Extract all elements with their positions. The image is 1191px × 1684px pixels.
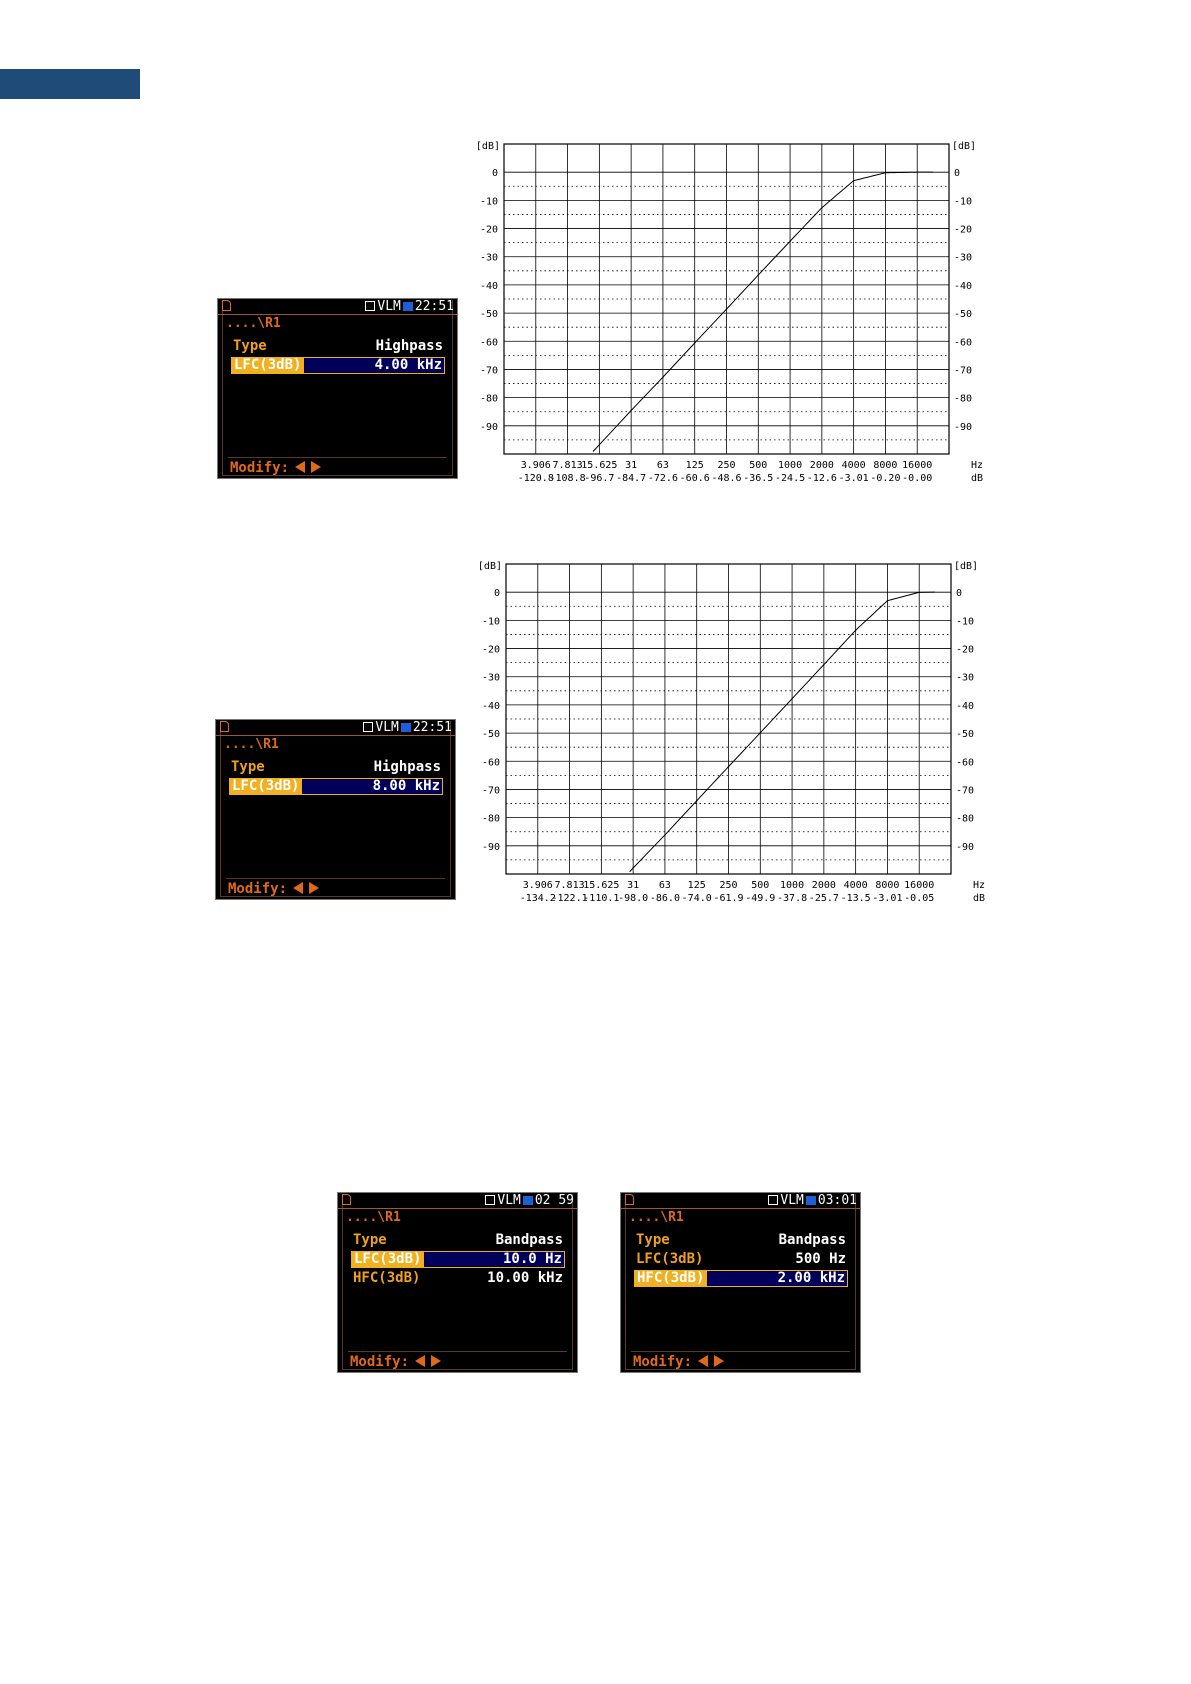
row-label: Type	[231, 759, 265, 775]
x-tick-label: 4000	[841, 460, 866, 471]
y-tick-label-right: -90	[954, 421, 973, 433]
row-label: LFC(3dB)	[636, 1251, 704, 1267]
battery-icon	[403, 302, 413, 311]
path-label: ....\R1	[224, 737, 279, 752]
row-value: 4.00 kHz	[374, 357, 442, 373]
x-tick-label: 31	[627, 880, 640, 891]
data-point	[789, 241, 790, 242]
y-tick-label: 0	[491, 168, 498, 180]
db-value-label: -36.5	[743, 473, 774, 484]
data-point	[728, 766, 729, 767]
y-tick-label-right: -40	[956, 700, 975, 712]
mode-label: VLM	[780, 1193, 804, 1208]
left-arrow-icon	[415, 1355, 425, 1367]
right-arrow-icon	[311, 461, 321, 473]
x-tick-label: 250	[719, 880, 738, 891]
y-tick-label-right: -80	[956, 813, 975, 825]
x-tick-label: 7.813	[554, 880, 585, 891]
db-value-label: -25.7	[808, 893, 839, 904]
y-tick-label-right: -70	[954, 365, 973, 377]
row-value: Highpass	[375, 338, 443, 354]
mode-icon	[365, 301, 375, 311]
modify-hint	[230, 460, 321, 476]
db-value-label: -98.0	[618, 893, 649, 904]
battery-icon	[401, 723, 411, 732]
db-value-label: -96.7	[584, 473, 615, 484]
row-value: 2.00 kHz	[777, 1270, 845, 1286]
y-tick-label-right: -90	[956, 841, 975, 853]
y-tick-label-right: -10	[956, 616, 975, 628]
db-value-label: -61.9	[713, 893, 744, 904]
db-value-label: -60.6	[679, 473, 710, 484]
y-axis-label: [dB]	[477, 561, 502, 572]
y-tick-label: -90	[479, 421, 498, 433]
data-point	[760, 732, 761, 733]
data-point	[885, 172, 886, 173]
y-tick-label-right: -70	[956, 785, 975, 797]
data-point	[853, 180, 854, 181]
divider	[348, 1351, 567, 1352]
lfc-row-selected[interactable]	[351, 1251, 565, 1268]
right-arrow-icon	[714, 1355, 724, 1367]
y-tick-label: -20	[481, 644, 500, 656]
y-tick-label: -40	[479, 280, 498, 292]
y-tick-label-right: -20	[954, 224, 973, 236]
x-tick-label: 2000	[811, 880, 836, 891]
y-tick-label: -70	[479, 365, 498, 377]
y-axis-label: [dB]	[475, 141, 500, 152]
screen-status-bar	[218, 299, 457, 315]
data-point	[791, 698, 792, 699]
x-tick-label: 3.906	[522, 880, 553, 891]
left-arrow-icon	[698, 1355, 708, 1367]
left-arrow-icon	[295, 461, 305, 473]
x-tick-label: 4000	[843, 880, 868, 891]
row-label: HFC(3dB)	[635, 1270, 707, 1287]
db-value-label: -3.01	[872, 893, 903, 904]
db-value-label: -3.01	[838, 473, 869, 484]
y-tick-label: -20	[479, 224, 498, 236]
data-point	[665, 834, 666, 835]
y-tick-label: -60	[479, 337, 498, 349]
x-tick-label: 250	[717, 460, 736, 471]
file-icon	[625, 1194, 634, 1205]
status-area	[365, 299, 454, 314]
modify-label: Modify:	[350, 1354, 410, 1370]
y-tick-label: -30	[481, 672, 500, 684]
x-tick-label: 125	[685, 460, 704, 471]
y-tick-label-right: 0	[956, 588, 963, 600]
lfc-row[interactable]	[634, 1251, 848, 1268]
section-tab	[0, 69, 140, 99]
data-point	[630, 410, 631, 411]
x-tick-label: 16000	[902, 460, 933, 471]
db-value-label: -24.5	[775, 473, 806, 484]
file-icon	[222, 300, 231, 311]
lfc-row-selected[interactable]	[231, 357, 445, 374]
row-value: 10.0 Hz	[502, 1251, 562, 1267]
y-tick-label: -30	[479, 252, 498, 264]
device-screen-highpass-8khz	[215, 719, 456, 900]
x-tick-label: 8000	[875, 880, 900, 891]
clock: 02 59	[534, 1193, 574, 1208]
row-label: LFC(3dB)	[232, 357, 304, 374]
y-tick-label: -10	[479, 196, 498, 208]
divider	[228, 457, 447, 458]
y-tick-label: -10	[481, 616, 500, 628]
row-value: Bandpass	[778, 1232, 846, 1248]
x-tick-label: 500	[751, 880, 770, 891]
y-tick-label-right: 0	[954, 168, 961, 180]
modify-label: Modify:	[228, 881, 288, 897]
db-value-label: -122.1	[551, 893, 588, 904]
hfc-row[interactable]	[351, 1270, 565, 1287]
row-value: 8.00 kHz	[372, 778, 440, 794]
x-unit-label: Hz	[970, 460, 984, 471]
row-label: Type	[233, 338, 267, 354]
row-label: Type	[636, 1232, 670, 1248]
db-value-label: -0.05	[904, 893, 935, 904]
db-value-label: -108.8	[549, 473, 586, 484]
x-tick-label: 16000	[904, 880, 935, 891]
db-value-label: -120.8	[517, 473, 554, 484]
y-tick-label: -90	[481, 841, 500, 853]
file-icon	[220, 721, 229, 732]
modify-label: Modify:	[230, 460, 290, 476]
screen-status-bar	[338, 1193, 577, 1209]
y-tick-label-right: -80	[954, 393, 973, 405]
row-label: LFC(3dB)	[230, 778, 302, 795]
frequency-response-chart-2	[471, 559, 991, 904]
x-tick-label: 1000	[780, 880, 805, 891]
x-tick-label: 31	[625, 460, 638, 471]
clock: 22:51	[412, 720, 452, 735]
mode-icon	[363, 722, 373, 732]
row-value: 500 Hz	[795, 1251, 846, 1267]
db-unit-label: dB	[970, 473, 984, 484]
db-value-label: -48.6	[711, 473, 742, 484]
mode-label: VLM	[375, 720, 399, 735]
y-tick-label-right: -20	[956, 644, 975, 656]
device-screen-highpass-4khz	[217, 298, 458, 479]
y-axis-label-right: [dB]	[954, 561, 979, 572]
db-value-label: -49.9	[745, 893, 776, 904]
y-tick-label-right: -30	[954, 252, 973, 264]
x-tick-label: 2000	[809, 460, 834, 471]
row-label: Type	[353, 1232, 387, 1248]
modify-label: Modify:	[633, 1354, 693, 1370]
data-point	[694, 342, 695, 343]
data-point	[632, 868, 633, 869]
device-screen-bandpass-hfc	[620, 1192, 861, 1373]
y-tick-label-right: -60	[956, 757, 975, 769]
status-area	[768, 1193, 857, 1208]
mode-label: VLM	[377, 299, 401, 314]
y-tick-label: -60	[481, 757, 500, 769]
data-point	[887, 600, 888, 601]
x-tick-label: 500	[749, 460, 768, 471]
x-tick-label: 15.625	[581, 460, 618, 471]
right-arrow-icon	[309, 882, 319, 894]
x-tick-label: 125	[687, 880, 706, 891]
db-value-label: -86.0	[649, 893, 680, 904]
mode-label: VLM	[497, 1193, 521, 1208]
y-tick-label: -40	[481, 700, 500, 712]
mode-icon	[768, 1195, 778, 1205]
divider	[631, 1351, 850, 1352]
frequency-response-chart-1	[469, 139, 989, 484]
path-label: ....\R1	[629, 1210, 684, 1225]
db-value-label: -74.0	[681, 893, 712, 904]
x-tick-label: 7.813	[552, 460, 583, 471]
db-value-label: -12.6	[806, 473, 837, 484]
db-unit-label: dB	[972, 893, 986, 904]
row-label: LFC(3dB)	[352, 1251, 424, 1268]
divider	[226, 878, 445, 879]
clock: 03:01	[817, 1193, 857, 1208]
x-tick-label: 15.625	[583, 880, 620, 891]
data-point	[917, 172, 918, 173]
y-tick-label: -50	[479, 309, 498, 321]
db-value-label: -72.6	[647, 473, 678, 484]
path-label: ....\R1	[346, 1210, 401, 1225]
x-tick-label: 3.906	[520, 460, 551, 471]
data-point	[758, 274, 759, 275]
row-value: 10.00 kHz	[487, 1270, 563, 1286]
db-value-label: -13.5	[840, 893, 871, 904]
type-row[interactable]	[634, 1232, 848, 1249]
y-tick-label: -70	[481, 785, 500, 797]
db-value-label: -110.1	[583, 893, 620, 904]
modify-hint	[228, 881, 319, 897]
right-arrow-icon	[431, 1355, 441, 1367]
row-label: HFC(3dB)	[353, 1270, 421, 1286]
y-tick-label-right: -30	[956, 672, 975, 684]
type-row[interactable]	[231, 338, 445, 355]
left-arrow-icon	[293, 882, 303, 894]
y-tick-label: -80	[481, 813, 500, 825]
lfc-row-selected[interactable]	[229, 778, 443, 795]
y-tick-label: -50	[481, 729, 500, 741]
x-tick-label: 1000	[778, 460, 803, 471]
x-tick-label: 63	[658, 880, 671, 891]
y-tick-label-right: -50	[954, 309, 973, 321]
y-tick-label-right: -60	[954, 337, 973, 349]
row-value: Bandpass	[495, 1232, 563, 1248]
status-area	[363, 720, 452, 735]
row-value: Highpass	[373, 759, 441, 775]
data-point	[823, 664, 824, 665]
y-tick-label: 0	[493, 588, 500, 600]
db-value-label: -0.20	[870, 473, 901, 484]
device-screen-bandpass-lfc	[337, 1192, 578, 1373]
data-point	[663, 376, 664, 377]
hfc-row-selected[interactable]	[634, 1270, 848, 1287]
y-tick-label-right: -10	[954, 196, 973, 208]
data-point	[696, 800, 697, 801]
path-label: ....\R1	[226, 316, 281, 331]
battery-icon	[523, 1196, 533, 1205]
status-area	[485, 1193, 574, 1208]
data-point	[855, 630, 856, 631]
db-value-label: -84.7	[616, 473, 647, 484]
screen-status-bar	[621, 1193, 860, 1209]
db-value-label: -0.00	[902, 473, 933, 484]
y-axis-label-right: [dB]	[952, 141, 977, 152]
data-point	[821, 207, 822, 208]
type-row[interactable]	[229, 759, 443, 776]
mode-icon	[485, 1195, 495, 1205]
y-tick-label-right: -50	[956, 729, 975, 741]
clock: 22:51	[414, 299, 454, 314]
y-tick-label: -80	[479, 393, 498, 405]
screen-status-bar	[216, 720, 455, 736]
data-point	[599, 444, 600, 445]
data-point	[726, 309, 727, 310]
battery-icon	[806, 1196, 816, 1205]
y-tick-label-right: -40	[954, 280, 973, 292]
x-unit-label: Hz	[972, 880, 986, 891]
modify-hint	[633, 1354, 724, 1370]
x-tick-label: 8000	[873, 460, 898, 471]
db-value-label: -37.8	[777, 893, 808, 904]
file-icon	[342, 1194, 351, 1205]
db-value-label: -134.2	[519, 893, 556, 904]
x-tick-label: 63	[656, 460, 669, 471]
modify-hint	[350, 1354, 441, 1370]
data-point	[919, 592, 920, 593]
type-row[interactable]	[351, 1232, 565, 1249]
